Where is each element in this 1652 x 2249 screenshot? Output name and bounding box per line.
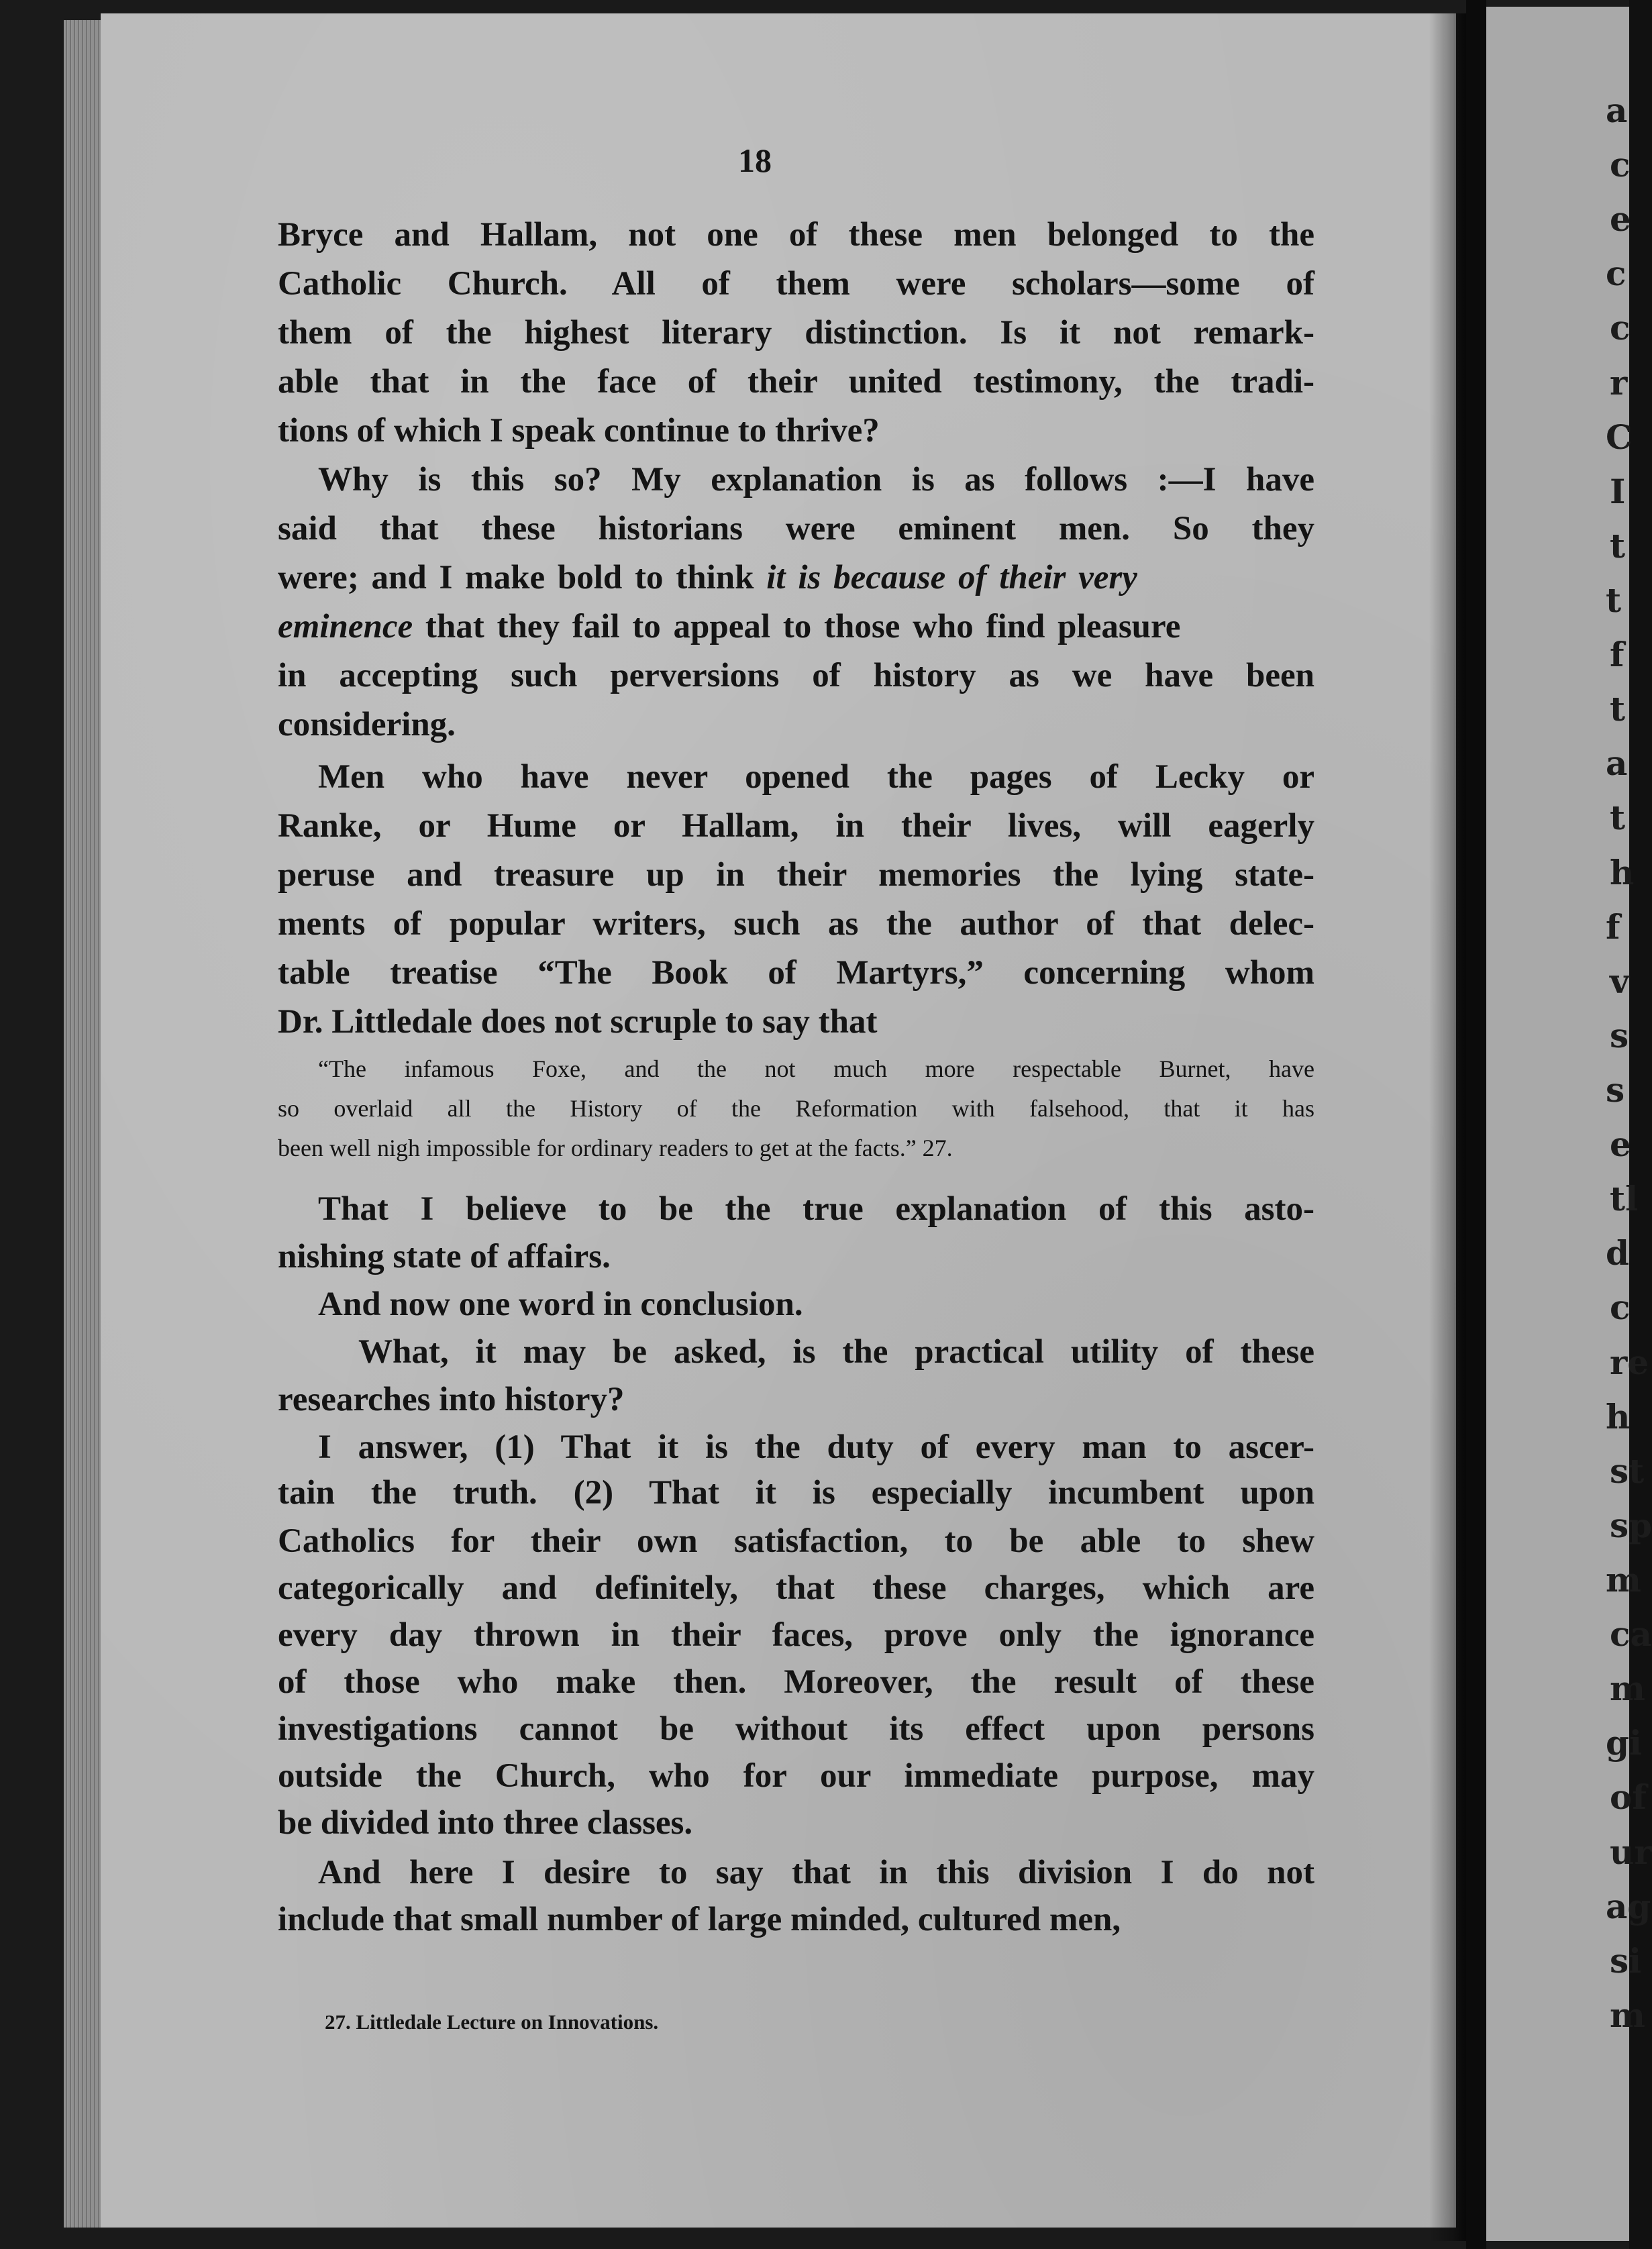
right-page-text-fragment: s [1606, 1070, 1625, 1110]
quote-line: been well nigh impossible for ordinary readers to get at the facts.” 27. [278, 1135, 953, 1161]
right-page-text-fragment: si [1610, 1940, 1642, 1981]
right-page-text-fragment: t [1610, 689, 1626, 729]
right-page-text-fragment: re [1610, 1342, 1649, 1382]
text-line: include that small number of large minded, cultured men, [278, 1901, 1121, 1938]
right-page-text-fragment: gi [1606, 1723, 1642, 1763]
right-page-text-fragment: r [1610, 362, 1628, 403]
text-line: categorically and definitely, that these charges, which are [278, 1569, 1314, 1607]
binding-shadow [1429, 13, 1469, 2241]
text-segment: that they fail to appeal to those who find pleasure [425, 608, 1181, 645]
text-line: What, it may be asked, is the practical utility of these [358, 1333, 1314, 1371]
text-line: ments of popular writers, such as the author of that delec- [278, 905, 1314, 943]
right-page-text-fragment: I [1610, 471, 1626, 511]
text-line: researches into history? [278, 1381, 625, 1418]
text-line: table treatise “The Book of Martyrs,” concerning whom [278, 954, 1314, 992]
text-line: outside the Church, who for our immediate purpose, may [278, 1757, 1314, 1795]
text-line: Catholic Church. All of them were scholars—some of [278, 265, 1314, 303]
text-line: every day thrown in their faces, prove only the ignorance [278, 1616, 1314, 1654]
text-line: Bryce and Hallam, not one of these men belonged to the [278, 216, 1314, 254]
right-page-text-fragment: a [1606, 91, 1628, 130]
right-page-cropped [1486, 7, 1652, 2241]
footnote: 27. Littledale Lecture on Innovations. [325, 2010, 659, 2034]
right-page-text-fragment: d [1606, 1233, 1629, 1273]
right-page-text-fragment: c [1606, 254, 1627, 294]
right-page-text-fragment: c [1610, 1288, 1631, 1328]
right-page-text-fragment: t [1610, 525, 1626, 566]
right-page-text-fragment: t [1606, 580, 1622, 620]
text-line: nishing state of affairs. [278, 1238, 611, 1275]
right-page-text-fragment: m [1610, 1669, 1645, 1709]
text-line: That I believe to be the true explanation of this asto- [318, 1190, 1314, 1228]
text-line: said that these historians were eminent men. So they [278, 510, 1314, 547]
right-page-text-fragment: e [1610, 1124, 1631, 1165]
text-line-with-italic [278, 610, 1314, 644]
right-page-text-fragment: s [1610, 1015, 1629, 1055]
text-line: investigations cannot be without its effect upon persons [278, 1710, 1314, 1748]
page-stack-edges [64, 20, 104, 2228]
right-page-text-fragment: ag [1606, 1886, 1651, 1926]
book-gutter [1466, 0, 1486, 2249]
right-page-text-fragment: ca [1610, 1614, 1652, 1655]
text-line: in accepting such perversions of history as we have been [278, 657, 1314, 694]
text-line: And here I desire to say that in this division I do not [318, 1854, 1314, 1891]
right-page-text-fragment: st [1610, 1451, 1645, 1491]
text-segment: were; and I make bold to think [278, 559, 754, 596]
right-page-text-fragment: a [1606, 743, 1628, 784]
text-line: tain the truth. (2) That it is especially incumbent upon [278, 1474, 1314, 1512]
text-line: Dr. Littledale does not scruple to say that [278, 1003, 878, 1041]
italic-phrase: it is because of their very [766, 559, 1137, 596]
right-page-text-fragment: sp [1610, 1505, 1652, 1545]
right-page-text-fragment: tl [1610, 1179, 1639, 1219]
text-line: And now one word in conclusion. [318, 1286, 803, 1323]
text-line: able that in the face of their united testimony, the tradi- [278, 363, 1314, 401]
right-page-text-fragment: f [1610, 635, 1624, 675]
quote-line: “The infamous Foxe, and the not much more respectable Burnet, have [318, 1055, 1314, 1082]
right-page-text-fragment: of [1610, 1777, 1647, 1818]
text-line: tions of which I speak continue to thrive? [278, 412, 880, 450]
text-line: considering. [278, 706, 456, 743]
page-number: 18 [738, 142, 772, 179]
text-line: Catholics for their own satisfaction, to be able to shew [278, 1522, 1314, 1560]
right-page-text-fragment: ur [1610, 1832, 1652, 1872]
text-line-with-italic [278, 561, 1314, 595]
text-line: peruse and treasure up in their memories the lying state- [278, 856, 1314, 894]
text-line: Ranke, or Hume or Hallam, in their lives, will eagerly [278, 807, 1314, 845]
right-page-text-fragment: m [1610, 1995, 1645, 2035]
right-page-text-fragment: c [1610, 308, 1631, 348]
right-page-text-fragment: v [1610, 961, 1630, 1001]
text-line: of those who make then. Moreover, the result of these [278, 1663, 1314, 1701]
quote-line: so overlaid all the History of the Reformation with falsehood, that it has [278, 1095, 1314, 1122]
right-page-text-fragment: e [1610, 199, 1631, 240]
italic-phrase: eminence [278, 608, 413, 645]
right-page-text-fragment: C [1606, 417, 1633, 457]
right-page-text-fragment: f [1606, 906, 1620, 947]
text-line: Why is this so? My explanation is as follows :—I have [318, 461, 1314, 499]
text-line: them of the highest literary distinction. Is it not remark- [278, 314, 1314, 352]
right-page-text-fragment: m [1606, 1560, 1641, 1600]
right-page-text-fragment: h [1610, 852, 1635, 892]
text-line: I answer, (1) That it is the duty of every man to ascer- [318, 1428, 1314, 1466]
text-line: be divided into three classes. [278, 1804, 693, 1842]
text-line: Men who have never opened the pages of Lecky or [318, 758, 1314, 796]
right-page-text-fragment: h [1606, 1396, 1631, 1436]
right-page-text-fragment: t [1610, 798, 1626, 838]
right-page-text-fragment: c [1610, 145, 1631, 185]
